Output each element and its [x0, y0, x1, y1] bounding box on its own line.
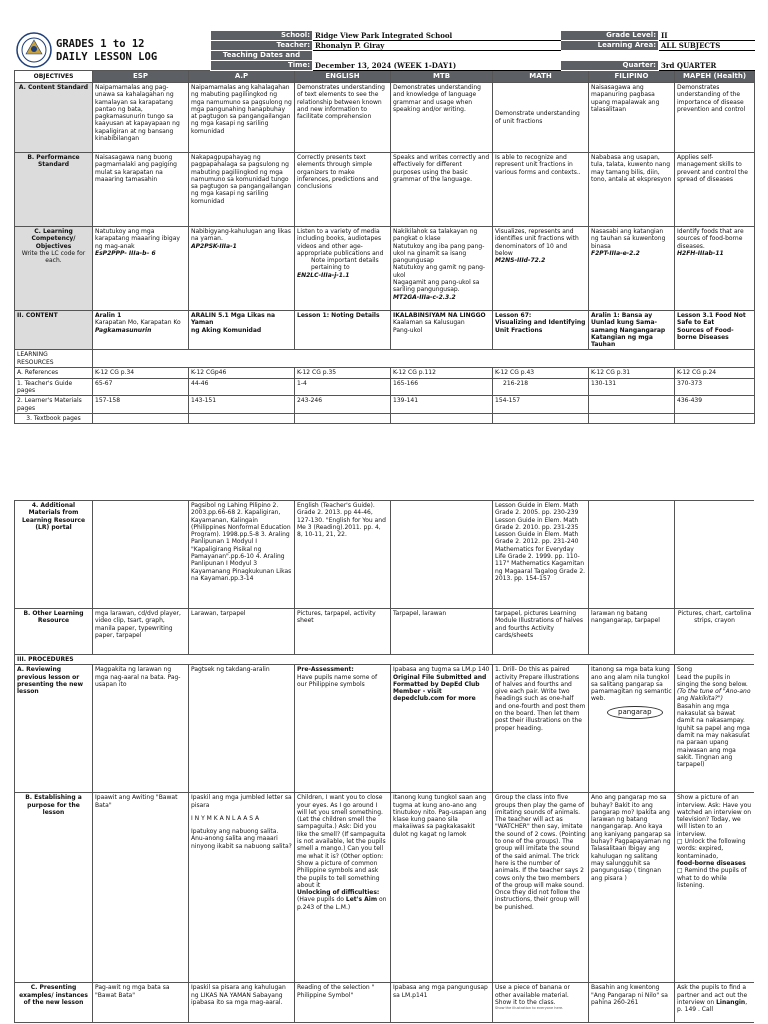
row-label: C. Presenting examples/ instances of the new lesson — [15, 983, 93, 1023]
cell-math — [493, 413, 589, 423]
cell-esp: Naipamamalas ang pag-unawa sa kahalagahan ng kamalayan sa karapatang pantao ng bata, pagkamasunurin tungo sa kaayusan at kapayapaan ng kapaligiran at ng bansang kinabibilangan — [93, 83, 189, 153]
cell-text: Use a piece of banana or other available material. Show it to the class. — [495, 984, 570, 1006]
cell-math: 1. Drill- Do this as paired activity Prepare illustrations of halves and fourths and give each pair. Write two headings such as one-half and one-fourth and post them on the board. Then let them post their illustrations on the proper heading. — [493, 665, 589, 793]
establishing-row — [15, 793, 755, 983]
cell-health — [675, 983, 755, 1023]
performance-standard-row — [15, 153, 755, 227]
content-text: Pang-ukol — [393, 326, 423, 334]
cell-health: Demonstrates understanding of the importance of disease prevention and control — [675, 83, 755, 153]
row-label: A. Content Standard — [15, 83, 93, 153]
cell-ap: 143-151 — [189, 396, 295, 414]
row-label: B. Performance Standard — [15, 153, 93, 227]
competency-text: Nasasabi ang katangian ng tauhan sa kuwentong binasa — [591, 228, 666, 250]
cell-esp — [93, 413, 189, 423]
cell-mtb: 139-141 — [391, 396, 493, 414]
row-label: 2. Learner's Materials pages — [15, 396, 93, 414]
cell-health — [675, 665, 755, 793]
lc-code: F2PT-IIIa-e-2.2 — [591, 249, 640, 257]
grade-level-value: II — [659, 31, 755, 41]
cell-esp — [93, 501, 189, 609]
row-label: 1. Teacher's Guide pages — [15, 378, 93, 396]
cell-math — [493, 983, 589, 1023]
content-text: Sources of Food-borne Diseases — [677, 326, 734, 341]
content-text: Pagkamasunurin — [95, 326, 152, 334]
row-label: 3. Textbook pages — [15, 413, 93, 423]
label-line: Competency/ — [31, 235, 76, 243]
learning-area-value: ALL SUBJECTS — [659, 41, 755, 51]
cell-heading: Unlocking of difficulties: — [297, 889, 380, 897]
cell-text: Ipatukoy ang nabuong salita. Anu-anong salita ang maaari ninyong ikabit sa nabuong salita? — [191, 828, 292, 850]
cell-english: 1-4 — [295, 378, 391, 396]
cell-math — [493, 311, 589, 350]
cell-english: K-12 CG p.35 — [295, 368, 391, 378]
cell-health: 370-373 — [675, 378, 755, 396]
cell-text: Itanong sa mga bata kung ano ang alam nila tungkol sa salitang pangarap sa pamamagitan ng semantic web. — [591, 666, 672, 703]
cell-small-text: Show the illustration to everyone here. — [495, 1006, 564, 1011]
competency-text: Nakikilahok sa talakayan ng pangkat o klase — [393, 228, 478, 243]
cell-mtb — [391, 665, 493, 793]
other-resource-row — [15, 609, 755, 655]
cell-english — [295, 793, 391, 983]
content-text: ARALIN 5.1 Mga Likas na Yaman — [191, 312, 276, 327]
row-label: A. References — [15, 368, 93, 378]
content-row — [15, 311, 755, 350]
time-label: Time: — [211, 61, 313, 71]
content-text: Visualizing and Identifying Unit Fractions — [495, 319, 586, 334]
competency-text: Natutukoy ang mga karapatang maaaring ibigay ng mag-anak — [95, 228, 180, 250]
row-label — [15, 350, 93, 368]
content-text: Katangian ng mga Tauhan — [591, 333, 653, 349]
competency-text: Natutukoy ang iba pang pang-ukol na ginamit sa isang pangungusap — [393, 242, 485, 265]
cell-english: Pictures, tarpapel, activity sheet — [295, 609, 391, 655]
cell-text: □ Remind the pupils of what to do while listening. — [677, 867, 747, 889]
school-label: School: — [211, 31, 313, 41]
deped-seal-logo — [16, 32, 52, 68]
col-english: ENGLISH — [295, 71, 391, 83]
teacher-label: Teacher: — [211, 41, 313, 51]
references-row — [15, 368, 755, 378]
cell-text — [297, 896, 388, 911]
cell-text: (To the tune of "Ano-ano ang Nakikita?") — [677, 688, 751, 703]
lc-code: MT2GA-IIIa-c-2.3.2 — [393, 293, 456, 301]
cell-english: 243-246 — [295, 396, 391, 414]
teacher-value: Rhonalyn P. Giray — [313, 41, 561, 51]
cell-ap: K-12 CGp46 — [189, 368, 295, 378]
cell-text-part: (Have pupils do — [297, 896, 344, 904]
cell-health: 436-439 — [675, 396, 755, 414]
jumbled-letters: I N Y M K A N L A A S A — [191, 814, 260, 822]
cell-text: Lead the pupils in singing the song below. — [677, 673, 748, 688]
cell-health — [675, 501, 755, 609]
cell-filipino: Ano ang pangarap mo sa buhay? Bakit ito ang pangarap mo? Ipakita ang larawan ng batang nangangarap. Ano kaya ang kaniyang pangarap sa buhay? Pagpapayaman ng Talasalitaan Ibigay ang kahulugan ng salitang may salungguhit sa pangungusap ( tingnan ang pisara ) — [589, 793, 675, 983]
cell-text: Song — [677, 666, 693, 674]
col-esp: ESP — [93, 71, 189, 83]
cell-mtb: Ipabasa ang mga pangungusap sa LM.p141 — [391, 983, 493, 1023]
dates-spacer — [313, 51, 561, 61]
row-label: 4. Additional Materials from Learning Resource (LR) portal — [15, 501, 93, 609]
cell-math: tarpapel, pictures Learning Module Illustrations of halves and fourths Activity cards/sheets — [493, 609, 589, 655]
cell-ap: Nakapagpupahayag ng pagpapahalaga sa pagsulong ng mabuting pagiliingkod ng mga namumuno sa komunidad tungo sa pagtugon sa pangangailangan ng mga kasapi ng sariling komunidad — [189, 153, 295, 227]
label-note: Write the LC code for each. — [21, 249, 86, 265]
cell-text: Ask the pupils to find a partner and act out the interview on — [677, 984, 748, 1006]
textbook-row — [15, 413, 755, 423]
cell-esp — [93, 227, 189, 311]
lc-code: H2FH-IIIab-11 — [677, 249, 724, 257]
cell-english: English (Teacher's Guide). Grade 2. 2013. pp 44-46, 127-130. "English for You and Me 3 (Reading).2011. pp. 4, 8, 10-11, 21, 22. — [295, 501, 391, 609]
row-label — [15, 227, 93, 311]
cell-text-bold: Let's Aim — [345, 896, 378, 904]
content-text: IKALABINSIYAM NA LINGGO — [393, 312, 486, 319]
cell-filipino — [589, 665, 675, 793]
cell-filipino: Naisasagawa ang mapanuring pagbasa upang mapalawak ang talasalitaan — [589, 83, 675, 153]
lc-code: M2NS-IIId-72.2 — [495, 257, 546, 265]
cell-mtb — [391, 311, 493, 350]
dates-value: December 13, 2024 (WEEK 1-DAY1) — [313, 61, 561, 71]
cell-english — [295, 413, 391, 423]
learning-area-label: Learning Area: — [561, 41, 659, 51]
cell-text: Have pupils name some of our Philippine symbols — [297, 673, 378, 688]
log-title — [56, 38, 157, 64]
cell-text: , p. 149 . Call — [677, 998, 748, 1014]
cell-text: □ Unlock the following words: expired, kontaminado, — [677, 838, 746, 860]
cell-esp: Magpakita ng larawan ng mga nag-aaral na bata. Pag-usapan ito — [93, 665, 189, 793]
dates-label-line1: Teaching Dates and — [222, 51, 301, 59]
title-line-1: GRADES 1 to 12 — [56, 38, 145, 50]
cell-text: Children, I want you to close your eyes. As I go around I will let you smell something. (Let the children smell the sampaguita.) Ask: Did you like the smell? (If sampaguita is not available, let the pupils smell a mango.) Can you tell me what it is? (Other option: Show a picture of common Philippine symbols and ask the pupils to tell something about it — [297, 794, 386, 889]
cell-esp: K-12 CG p.34 — [93, 368, 189, 378]
lesson-table-page-2 — [14, 500, 754, 1023]
learners-materials-row — [15, 396, 755, 414]
cell-ap — [189, 227, 295, 311]
cell-filipino — [589, 311, 675, 350]
content-text: Aralin 1 — [95, 312, 122, 319]
row-label: II. CONTENT — [15, 311, 93, 350]
content-text: Lesson 3.1 Food Not Safe to Eat — [677, 312, 746, 327]
cell-math: Is able to recognize and represent unit fractions in various forms and contexts.. — [493, 153, 589, 227]
additional-materials-row — [15, 501, 755, 609]
cell-health — [675, 793, 755, 983]
cell-ap: Larawan, tarpapel — [189, 609, 295, 655]
semantic-web-oval: pangarap — [607, 706, 663, 719]
competency-text: Nabibigyang-kahulugan ang likas na yaman. — [191, 228, 291, 243]
competency-note: Note important details pertaining to — [311, 257, 379, 272]
title-line-2: DAILY LESSON LOG — [56, 51, 158, 63]
competency-text: Identify foods that are sources of food-borne diseases. — [677, 228, 744, 250]
cell-ap: Pagtsek ng takdang-aralin — [189, 665, 295, 793]
cell-filipino: Nababasa ang usapan, tula, talata, kuwento nang may tamang bilis, diin, tono, antala at ekspresyon — [589, 153, 675, 227]
cell-health: Pictures, chart, cartolina strips, crayon — [675, 609, 755, 655]
cell-english: Correctly presents text elements through simple organizers to make inferences, predictions and conclusions — [295, 153, 391, 227]
cell-heading: Pre-Assessment: — [297, 666, 354, 674]
content-text: ng Aking Komunidad — [191, 326, 262, 334]
lc-code: AP2PSK-IIIa-1 — [191, 242, 237, 250]
cell-mtb: Tarpapel, larawan — [391, 609, 493, 655]
competency-text: Listen to a variety of media including books, audiotapes videos and other age-appropriate publications and — [297, 228, 384, 257]
col-mtb: MTB — [391, 71, 493, 83]
procedures-row — [15, 655, 755, 665]
cell-english: Reading of the selection " Philippine Symbol" — [295, 983, 391, 1023]
cell-math: Lesson Guide in Elem. Math Grade 2. 2005. pp. 230-239 Lesson Guide in Elem. Math Grade 2. 2010. pp. 231-235 Lesson Guide in Elem. Math Grade 2. 2012. pp. 231-240 Mathematics for Everyday Life Grade 2. 1999. pp. 110-117" Mathematics Kagamitan ng Magaaral Tagalog Grade 2. 2013. pp. 154-157 — [493, 501, 589, 609]
row-label: B. Establishing a purpose for the lesson — [15, 793, 93, 983]
cell-english: Demonstrates understanding of text elements to see the relationship between known and new information to facilitate comprehension — [295, 83, 391, 153]
col-mapeh: MAPEH (Health) — [675, 71, 755, 83]
cell-health: K-12 CG p.24 — [675, 368, 755, 378]
label-line: RESOURCES — [17, 358, 54, 366]
competency-text: Natutukoy ang gamit ng pang-ukol — [393, 264, 486, 279]
competency-row — [15, 227, 755, 311]
cell-ap — [189, 311, 295, 350]
cell-text-bold: Linangin — [716, 998, 746, 1006]
log-header — [14, 30, 754, 70]
lc-code: EsP2PPP- IIIa-b– 6 — [95, 249, 156, 257]
cell-esp — [93, 311, 189, 350]
cell-esp: Ipaawit ang Awiting "Bawat Bata" — [93, 793, 189, 983]
cell-math: 216-218 — [493, 378, 589, 396]
cell-math: K-12 CG p.43 — [493, 368, 589, 378]
col-ap: A.P — [189, 71, 295, 83]
cell-text: Show a picture of an interview. Ask: Have you watched an interview on television? Today, we will listen to an interview. — [677, 794, 752, 838]
cell-esp: Pag-awit ng mga bata sa "Bawat Bata" — [93, 983, 189, 1023]
lesson-table-page-1 — [14, 70, 755, 424]
cell-esp: Naisasagawa nang buong pagmamalaki ang pagiging mulat sa karapatan na maaaring tamasahin — [93, 153, 189, 227]
cell-filipino — [589, 413, 675, 423]
competency-text: Visualizes, represents and identifies unit fractions with denominators of 10 and below — [495, 228, 579, 257]
cell-math: 154-157 — [493, 396, 589, 414]
cell-ap: Ipaskil sa pisara ang kahulugan ng LIKAS NA YAMAN Sabayang ipabasa ito sa mga mag-aaral. — [189, 983, 295, 1023]
cell-text: Basahin ang mga nakasulat sa bawat damit na nakasampay. Iguhit sa papel ang mga damit na may nakasulat na paraan upang maiwasan ang mga sakit. Tingnan ang tarpapel) — [677, 702, 750, 769]
content-text: Aralin 1: Bansa ay Uunlad kung Sama-samang Nangangarap — [591, 312, 666, 334]
label-line: Objectives — [35, 242, 72, 250]
cell-ap — [189, 413, 295, 423]
lesson-log-page-2 — [14, 500, 754, 1024]
resources-row — [15, 350, 755, 368]
cell-text: Original File Submitted and Formatted by DepEd Club Member - visit depedclub.com for more — [393, 673, 487, 703]
cell-filipino: larawan ng batang nangangarap, tarpapel — [589, 609, 675, 655]
col-objectives: OBJECTIVES — [15, 71, 93, 83]
cell-text-part: on p.243 of the L.M.) — [297, 896, 387, 911]
cell-mtb: Itanong kung tungkol saan ang tugma at kung ano-ano ang tinutukoy nito. Pag-usapan ang klase kung paano sila makaiiwas sa pagkakasakit dulot ng kagat ng lamok — [391, 793, 493, 983]
content-standard-row — [15, 83, 755, 153]
cell-filipino: K-12 CG p.31 — [589, 368, 675, 378]
cell-mtb — [391, 413, 493, 423]
cell-mtb: 165-166 — [391, 378, 493, 396]
cell-health — [675, 413, 755, 423]
cell-ap: Pagsibol ng Lahing Pilipino 2. 2003.pp.66-68 2. Kapaligiran, Kayamanan, Kalingain (Philippines Nonformal Education Program). 1998.pp.5-8 3. Araling Panlipunan 1 Modyul I "Kapaligirang Pisikal ng Pamayanan".pp.6-10 4. Araling Panlipunan I Modyul 3 Kayamanang Pinagkukunan Likas na Kayaman.pp.3-14 — [189, 501, 295, 609]
content-text: Karapatan Mo, Karapatan Ko — [95, 319, 181, 327]
school-value: Ridge View Park Integrated School — [313, 31, 561, 41]
content-text: Kaalaman sa Kalusugan — [393, 319, 465, 327]
cell-filipino: Basahin ang kwentong "Ang Pangarap ni Nilo" sa pahina 260-261 — [589, 983, 675, 1023]
cell-text: Ipabasa ang tugma sa LM.p 140 — [393, 666, 490, 674]
competency-text: Nagagamit ang pang-ukol sa sariling pangungusap. — [393, 279, 480, 294]
cell-esp: 65-67 — [93, 378, 189, 396]
quarter-value: 3rd QUARTER — [659, 61, 755, 71]
cell-english: Lesson 1: Noting Details — [295, 311, 391, 350]
reviewing-row — [15, 665, 755, 793]
col-filipino: FILIPINO — [589, 71, 675, 83]
cell-english — [295, 665, 391, 793]
col-math: MATH — [493, 71, 589, 83]
dates-label — [211, 51, 313, 61]
cell-mtb: K-12 CG p.112 — [391, 368, 493, 378]
cell-mtb: Speaks and writes correctly and effectively for different purposes using the basic grammar of the language. — [391, 153, 493, 227]
row-label: A. Reviewing previous lesson or presenting the new lesson — [15, 665, 93, 793]
lc-code: EN2LC-IIIa-j-1.1 — [297, 271, 350, 279]
cell-math: Demonstrate understanding of unit fractions — [493, 83, 589, 153]
cell-health — [675, 227, 755, 311]
column-header-row — [15, 71, 755, 83]
cell-esp: mga larawan, cd/dvd player, video clip, tsart, graph, manila paper, typewriting paper, tarpapel — [93, 609, 189, 655]
cell-mtb — [391, 501, 493, 609]
cell-filipino — [589, 396, 675, 414]
label-line: LEARNING — [17, 351, 48, 359]
resources-blank — [93, 350, 755, 368]
teachers-guide-row — [15, 378, 755, 396]
cell-mtb — [391, 227, 493, 311]
content-text: Lesson 67: — [495, 312, 532, 319]
cell-text: Ipaskil ang mga jumbled letter sa pisara — [191, 794, 292, 809]
cell-math: Group the class into five groups then play the game of imitating sounds of animals. The teacher will act as "WATCHER" then say, imitate the sound of 2 cows. (Pointing to one of the groups). The group will imitate the sound of the said animal. The trick here is the number of animals. If the teacher says 2 cows only the two members of the group will make sound. Once they did not follow the instructions, their group will be punished. — [493, 793, 589, 983]
meta-blank-2 — [659, 51, 755, 61]
procedures-label: III. PROCEDURES — [15, 655, 755, 665]
cell-english — [295, 227, 391, 311]
cell-text: food-borne diseases — [677, 859, 746, 867]
meta-blank — [561, 51, 659, 61]
lesson-log-page-1 — [14, 30, 754, 440]
cell-health — [675, 311, 755, 350]
grade-level-label: Grade Level: — [561, 31, 659, 41]
cell-ap: 44-46 — [189, 378, 295, 396]
cell-mtb: Demonstrates understanding and knowledge of language grammar and usage when speaking and/or writing. — [391, 83, 493, 153]
cell-filipino — [589, 227, 675, 311]
label-line: C. Learning — [34, 228, 73, 235]
cell-ap: Naipamamalas ang kahalagahan ng mabuting pagiliingkod ng mga namumuno sa pagsulong ng mga pangunahing hanapbuhay at pagtugon sa pangangailangan ng mga kasapi ng sariling komunidad — [189, 83, 295, 153]
row-label: B. Other Learning Resource — [15, 609, 93, 655]
cell-health: Applies self-management skills to prevent and control the spread of diseases — [675, 153, 755, 227]
cell-ap — [189, 793, 295, 983]
presenting-row — [15, 983, 755, 1023]
header-meta-table — [210, 30, 755, 71]
cell-esp: 157-158 — [93, 396, 189, 414]
cell-math — [493, 227, 589, 311]
quarter-label: Quarter: — [561, 61, 659, 71]
cell-filipino: 130-131 — [589, 378, 675, 396]
cell-filipino — [589, 501, 675, 609]
